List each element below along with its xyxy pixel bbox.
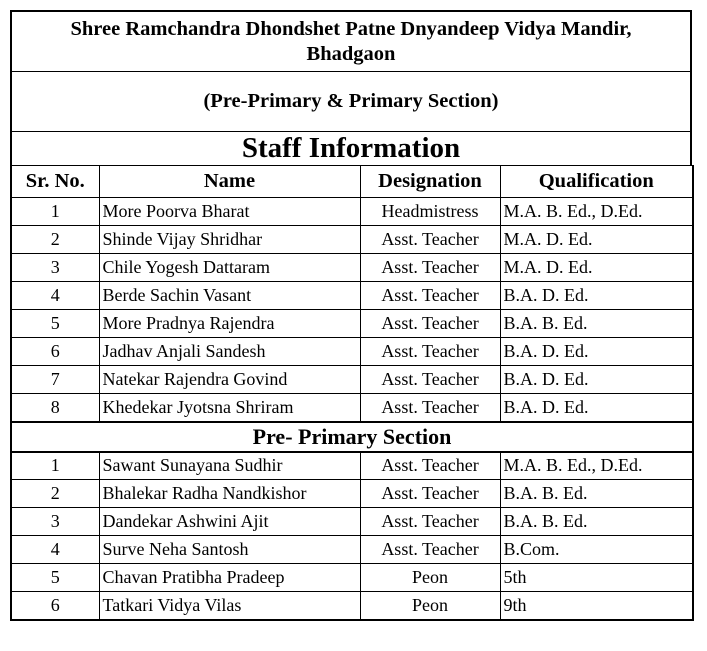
column-header-sr-no: Sr. No. [11,166,99,198]
cell-sr-no: 6 [11,338,99,366]
cell-designation: Asst. Teacher [360,254,500,282]
cell-qualification: B.A. D. Ed. [500,338,693,366]
cell-name: Berde Sachin Vasant [99,282,360,310]
cell-name: Tatkari Vidya Vilas [99,592,360,620]
cell-sr-no: 6 [11,592,99,620]
cell-qualification: M.A. B. Ed., D.Ed. [500,452,693,480]
cell-sr-no: 3 [11,508,99,536]
column-header-designation: Designation [360,166,500,198]
cell-qualification: 5th [500,564,693,592]
cell-designation: Asst. Teacher [360,508,500,536]
cell-qualification: B.A. B. Ed. [500,310,693,338]
cell-qualification: B.A. D. Ed. [500,366,693,394]
cell-designation: Asst. Teacher [360,282,500,310]
cell-sr-no: 5 [11,564,99,592]
table-row [11,452,693,480]
cell-qualification: M.A. D. Ed. [500,226,693,254]
cell-designation: Asst. Teacher [360,310,500,338]
cell-sr-no: 5 [11,310,99,338]
school-title [10,10,692,71]
table-row [11,366,693,394]
cell-name: Natekar Rajendra Govind [99,366,360,394]
pre-primary-section-row [11,422,693,452]
column-header-qualification: Qualification [500,166,693,198]
cell-designation: Asst. Teacher [360,338,500,366]
cell-designation: Headmistress [360,198,500,226]
cell-designation: Peon [360,592,500,620]
cell-name: Surve Neha Santosh [99,536,360,564]
cell-qualification: B.A. D. Ed. [500,394,693,422]
cell-designation: Asst. Teacher [360,536,500,564]
table-row [11,338,693,366]
cell-name: Chile Yogesh Dattaram [99,254,360,282]
section-title: (Pre-Primary & Primary Section) [10,71,692,131]
cell-designation: Asst. Teacher [360,226,500,254]
cell-qualification: B.A. D. Ed. [500,282,693,310]
table-row [11,592,693,620]
cell-name: Khedekar Jyotsna Shriram [99,394,360,422]
school-name-line1: Shree Ramchandra Dhondshet Patne Dnyandeep Vidya Mandir, [70,17,632,40]
table-row [11,508,693,536]
cell-sr-no: 2 [11,226,99,254]
cell-name: Dandekar Ashwini Ajit [99,508,360,536]
cell-name: Chavan Pratibha Pradeep [99,564,360,592]
cell-designation: Asst. Teacher [360,452,500,480]
cell-name: More Pradnya Rajendra [99,310,360,338]
table-row [11,254,693,282]
table-row [11,282,693,310]
table-header-row [11,166,693,198]
cell-name: Shinde Vijay Shridhar [99,226,360,254]
primary-staff-rows [11,198,693,422]
staff-table [10,165,694,621]
cell-qualification: M.A. D. Ed. [500,254,693,282]
cell-name: Bhalekar Radha Nandkishor [99,480,360,508]
cell-name: More Poorva Bharat [99,198,360,226]
cell-sr-no: 4 [11,536,99,564]
cell-designation: Asst. Teacher [360,394,500,422]
table-row [11,310,693,338]
cell-qualification: B.A. B. Ed. [500,508,693,536]
cell-sr-no: 7 [11,366,99,394]
cell-sr-no: 2 [11,480,99,508]
cell-qualification: B.A. B. Ed. [500,480,693,508]
pre-primary-staff-rows [11,452,693,620]
table-row [11,536,693,564]
table-row [11,480,693,508]
cell-qualification: M.A. B. Ed., D.Ed. [500,198,693,226]
pre-primary-section-title: Pre- Primary Section [11,422,693,452]
cell-designation: Asst. Teacher [360,480,500,508]
cell-sr-no: 3 [11,254,99,282]
table-row [11,226,693,254]
cell-designation: Peon [360,564,500,592]
table-row [11,394,693,422]
cell-qualification: B.Com. [500,536,693,564]
cell-qualification: 9th [500,592,693,620]
table-row [11,198,693,226]
cell-sr-no: 4 [11,282,99,310]
cell-sr-no: 1 [11,452,99,480]
cell-name: Jadhav Anjali Sandesh [99,338,360,366]
column-header-name: Name [99,166,360,198]
staff-sheet [10,10,692,621]
cell-sr-no: 1 [11,198,99,226]
cell-designation: Asst. Teacher [360,366,500,394]
page-title: Staff Information [10,131,692,165]
school-name-line2: Bhadgaon [306,42,396,65]
cell-name: Sawant Sunayana Sudhir [99,452,360,480]
table-row [11,564,693,592]
cell-sr-no: 8 [11,394,99,422]
